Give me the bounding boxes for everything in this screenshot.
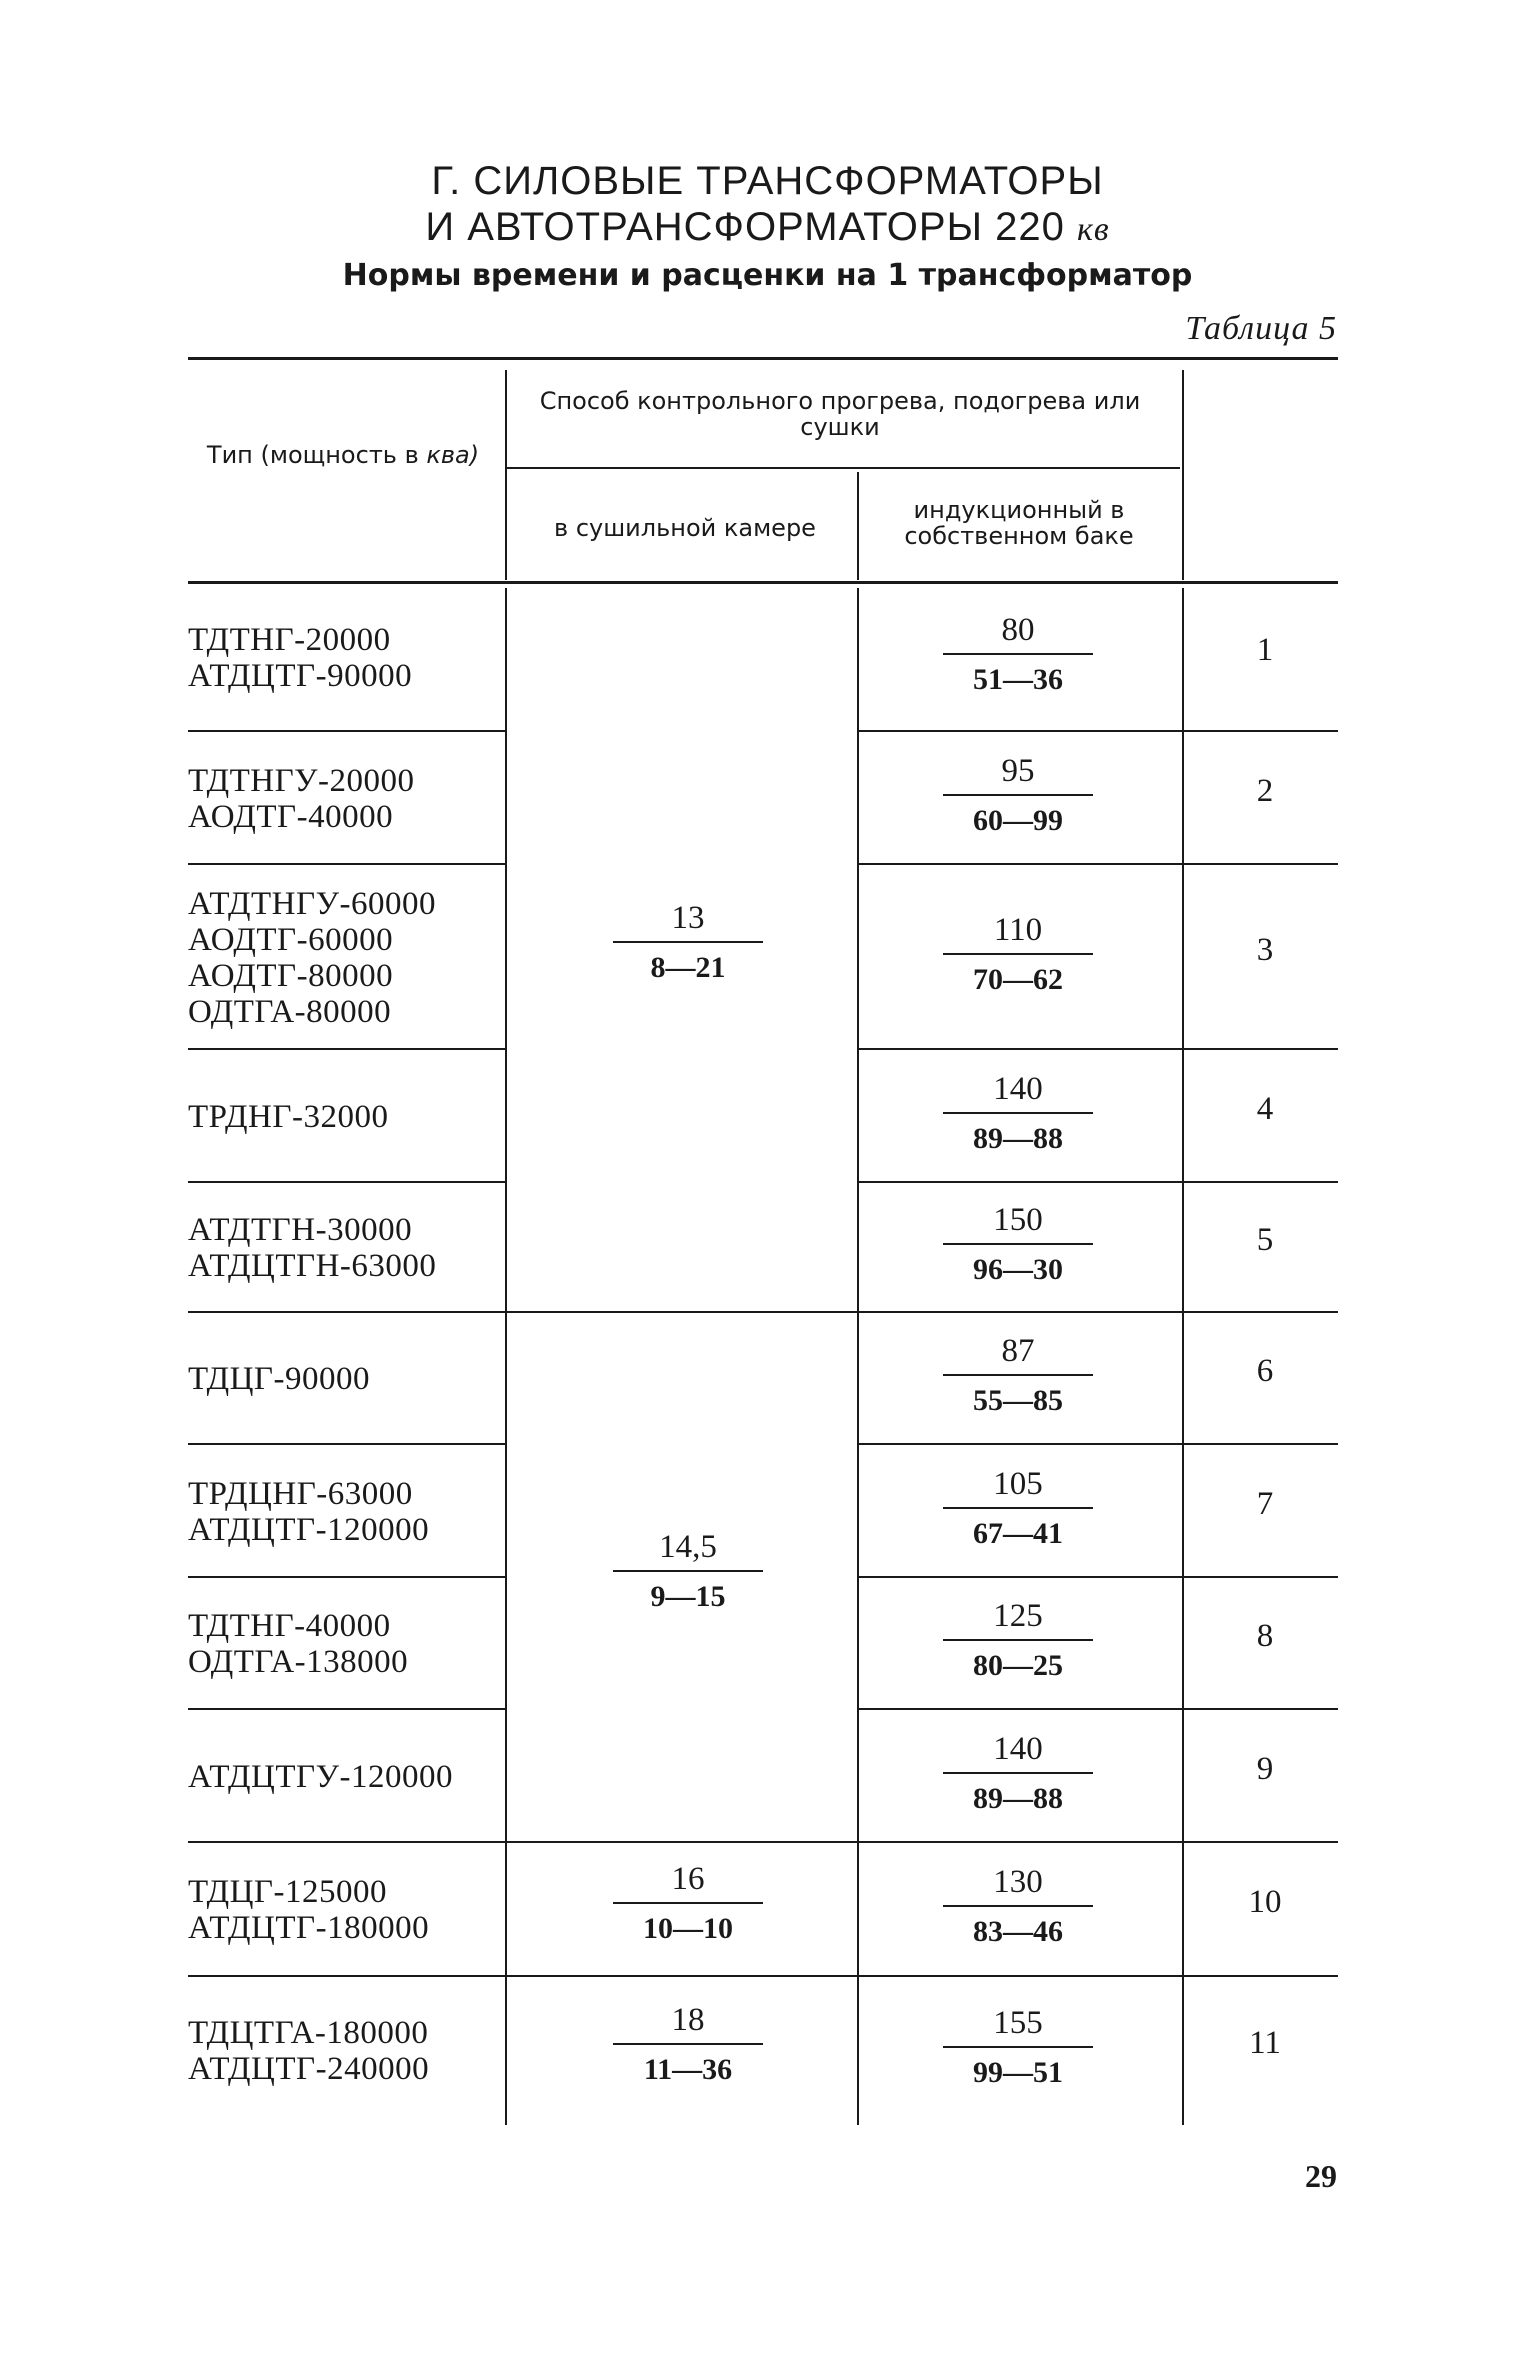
type-name: АОДТГ-80000 — [188, 957, 394, 994]
type-name: ТРДНГ-32000 — [188, 1098, 389, 1135]
type-name: АТДЦТГ-120000 — [188, 1511, 430, 1548]
type-name: АОДТГ-40000 — [188, 798, 394, 835]
type-name: ТДТНГ-20000 — [188, 622, 391, 658]
fraction-numerator: 18 — [671, 2002, 705, 2038]
fraction-numerator: 87 — [1001, 1333, 1035, 1369]
fraction-bar — [943, 1374, 1093, 1376]
induction-fraction — [928, 911, 1108, 997]
header-method-rule — [505, 467, 1180, 469]
row-separator-type — [188, 730, 505, 732]
type-cell — [188, 622, 412, 694]
header-divider-1 — [505, 370, 507, 580]
row-separator-type — [188, 1048, 505, 1050]
fraction-numerator: 130 — [993, 1864, 1043, 1900]
fraction-bar — [943, 1905, 1093, 1907]
header-method: Способ контрольного прогрева, подогрева или сушки — [539, 387, 1141, 441]
type-cell — [188, 763, 415, 835]
fraction-numerator: 16 — [671, 1861, 705, 1897]
heading-line2 — [0, 204, 1535, 253]
fraction-denominator: 55—85 — [973, 1384, 1063, 1417]
row-separator-induction — [857, 730, 1338, 732]
fraction-denominator: 99—51 — [973, 2056, 1063, 2089]
fraction-numerator: 105 — [993, 1465, 1043, 1502]
fraction-denominator: 8—21 — [650, 950, 726, 984]
fraction-denominator: 89—88 — [973, 1121, 1063, 1155]
fraction-numerator: 150 — [993, 1202, 1043, 1238]
header-type-unit: ква) — [426, 441, 480, 469]
header-type — [188, 442, 498, 468]
type-cell — [188, 2015, 429, 2087]
type-name: ТДТНГ-40000 — [188, 1608, 391, 1644]
fraction-numerator: 95 — [1001, 752, 1035, 789]
type-name: ТДЦГ-125000 — [188, 1874, 387, 1910]
row-number: 10 — [1248, 1884, 1282, 1920]
fraction-denominator: 51—36 — [973, 663, 1063, 696]
header-chamber: в сушильной камере — [554, 514, 816, 542]
row-number: 8 — [1256, 1618, 1274, 1654]
type-name: АОДТГ-60000 — [188, 921, 394, 958]
row-separator-induction — [857, 1048, 1338, 1050]
row-separator-type — [188, 1708, 505, 1710]
row-separator-type — [188, 1576, 505, 1578]
type-name: АТДТГН-30000 — [188, 1212, 413, 1248]
chamber-fraction — [598, 2001, 778, 2087]
chamber-fraction — [598, 899, 778, 985]
heading-line2-text: И АВТОТРАНСФОРМАТОРЫ 220 — [425, 205, 1065, 249]
fraction-denominator: 60—99 — [973, 803, 1063, 837]
type-cell — [188, 1608, 408, 1680]
type-name: ОДТГА-138000 — [188, 1644, 409, 1680]
fraction-bar — [613, 941, 763, 943]
induction-fraction — [928, 1465, 1108, 1551]
fraction-denominator: 10—10 — [643, 1912, 733, 1945]
fraction-numerator: 155 — [993, 2005, 1043, 2041]
type-name: ТРДЦНГ-63000 — [188, 1475, 413, 1512]
type-name: АТДЦТГ-180000 — [188, 1910, 430, 1946]
fraction-bar — [943, 1112, 1093, 1114]
row-number: 11 — [1249, 2025, 1281, 2061]
fraction-bar — [613, 1570, 763, 1572]
fraction-numerator: 13 — [671, 899, 705, 936]
induction-fraction — [928, 1332, 1108, 1418]
fraction-denominator: 89—88 — [973, 1781, 1063, 1815]
induction-fraction — [928, 1597, 1108, 1683]
chamber-fraction — [598, 1528, 778, 1614]
row-number: 6 — [1256, 1353, 1274, 1389]
page-number: 29 — [1305, 2158, 1337, 2194]
type-cell — [188, 1476, 429, 1548]
fraction-bar — [943, 653, 1093, 655]
fraction-numerator: 140 — [993, 1070, 1043, 1107]
row-separator-induction — [857, 1708, 1338, 1710]
induction-fraction — [928, 2004, 1108, 2090]
row-separator-type — [188, 1443, 505, 1445]
type-cell — [188, 1099, 388, 1135]
fraction-denominator: 9—15 — [650, 1580, 726, 1613]
fraction-numerator: 80 — [1001, 612, 1035, 648]
fraction-numerator: 125 — [993, 1598, 1043, 1634]
type-name: АТДЦТГУ-120000 — [188, 1758, 453, 1795]
group-separator — [188, 1841, 1338, 1843]
body-divider-3 — [1182, 588, 1184, 2125]
row-number: 4 — [1256, 1090, 1274, 1127]
row-number: 7 — [1256, 1485, 1274, 1522]
fraction-denominator: 96—30 — [973, 1253, 1063, 1286]
type-name: ОДТГА-80000 — [188, 993, 392, 1030]
fraction-numerator: 14,5 — [659, 1529, 717, 1565]
row-separator-induction — [857, 1181, 1338, 1183]
type-cell — [188, 1212, 436, 1284]
type-name: АТДТНГУ-60000 — [188, 885, 436, 922]
table-label: Таблица 5 — [1185, 310, 1337, 347]
heading-line1: Г. СИЛОВЫЕ ТРАНСФОРМАТОРЫ — [431, 159, 1104, 203]
induction-fraction — [928, 1201, 1108, 1287]
induction-fraction — [928, 1730, 1108, 1816]
row-separator-induction — [857, 1443, 1338, 1445]
table-top-rule — [188, 357, 1338, 360]
type-name: АТДЦТГН-63000 — [188, 1248, 437, 1284]
fraction-bar — [613, 1902, 763, 1904]
type-name: ТДТНГУ-20000 — [188, 762, 415, 799]
row-number: 2 — [1256, 772, 1274, 809]
fraction-bar — [943, 953, 1093, 955]
row-number: 1 — [1256, 632, 1274, 668]
header-bottom-rule — [188, 581, 1338, 584]
fraction-denominator: 70—62 — [973, 962, 1063, 996]
row-separator-type — [188, 1181, 505, 1183]
fraction-bar — [613, 2043, 763, 2045]
type-cell — [188, 1874, 429, 1946]
fraction-denominator: 83—46 — [973, 1915, 1063, 1948]
type-name: ТДЦТГА-180000 — [188, 2015, 429, 2051]
type-cell — [188, 1759, 453, 1795]
row-number: 3 — [1256, 931, 1274, 968]
row-number: 5 — [1256, 1222, 1274, 1258]
fraction-bar — [943, 1639, 1093, 1641]
row-separator-induction — [857, 863, 1338, 865]
fraction-bar — [943, 1772, 1093, 1774]
induction-fraction — [928, 1863, 1108, 1949]
body-divider-1 — [505, 588, 507, 2125]
type-name: АТДЦТГ-240000 — [188, 2051, 430, 2087]
fraction-denominator: 80—25 — [973, 1649, 1063, 1682]
subtitle: Нормы времени и расценки на 1 трансформатор — [342, 258, 1193, 293]
header-induction: индукционный в собственном баке — [904, 496, 1134, 550]
fraction-numerator: 110 — [993, 911, 1043, 948]
heading-line2-unit: кв — [1076, 211, 1110, 248]
type-name: АТДЦТГ-90000 — [188, 658, 413, 694]
body-divider-2 — [857, 588, 859, 2125]
header-type-text: Тип (мощность в — [206, 441, 419, 469]
type-name: ТДЦГ-90000 — [188, 1361, 370, 1397]
group-separator — [188, 1975, 1338, 1977]
type-cell — [188, 1361, 370, 1397]
induction-fraction — [928, 611, 1108, 697]
group-separator — [188, 1311, 1338, 1313]
type-cell — [188, 886, 436, 1030]
fraction-bar — [943, 1507, 1093, 1509]
fraction-bar — [943, 2046, 1093, 2048]
row-separator-type — [188, 863, 505, 865]
row-separator-induction — [857, 1576, 1338, 1578]
induction-fraction — [928, 1070, 1108, 1156]
fraction-denominator: 67—41 — [973, 1516, 1063, 1550]
induction-fraction — [928, 752, 1108, 838]
chamber-fraction — [598, 1860, 778, 1946]
fraction-numerator: 140 — [993, 1730, 1043, 1767]
row-number: 9 — [1256, 1750, 1274, 1787]
fraction-bar — [943, 1243, 1093, 1245]
header-divider-3 — [1182, 370, 1184, 580]
fraction-bar — [943, 794, 1093, 796]
fraction-denominator: 11—36 — [643, 2053, 733, 2086]
